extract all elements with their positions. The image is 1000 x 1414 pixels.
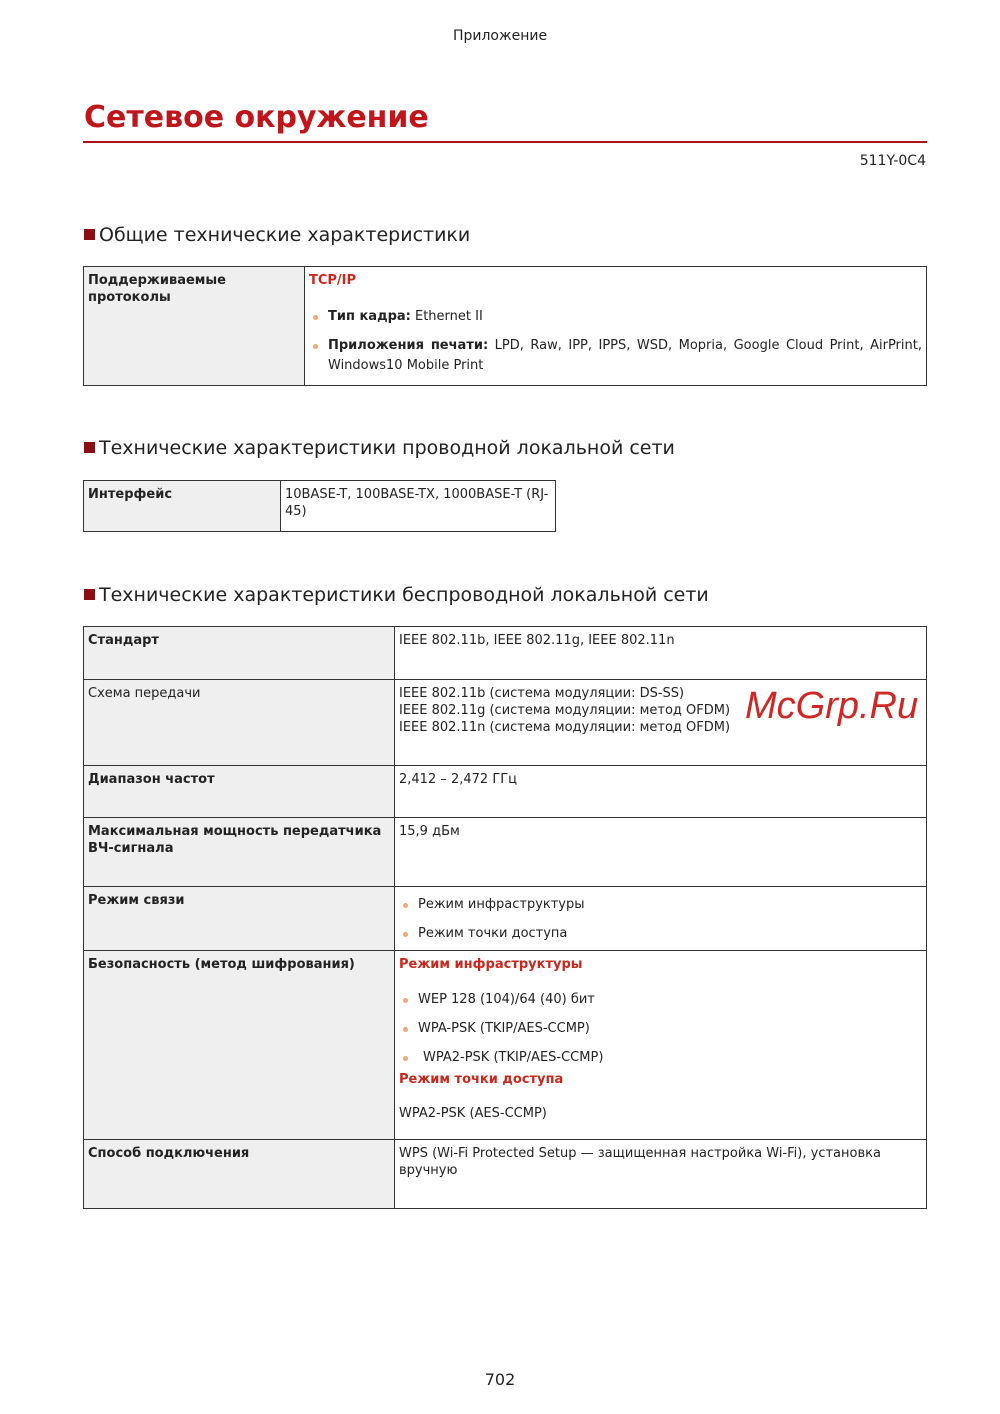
table-row [84,766,927,818]
table-row [84,951,927,1140]
list-item: WPA-PSK (TKIP/AES-CCMP) [399,1019,922,1039]
row-value: IEEE 802.11b, IEEE 802.11g, IEEE 802.11n [395,627,927,680]
table-row [84,1140,927,1209]
row-label: Схема передачи [84,680,395,766]
list-item: Режим инфраструктуры [399,895,922,915]
line: IEEE 802.11n (система модуляции: метод OFDM) [399,720,731,735]
subheading: Режим точки доступа [399,1072,564,1087]
item-key: Тип кадра: [328,309,411,324]
item-value: Ethernet II [410,309,483,324]
row-label: Поддерживаемые протоколы [84,267,305,386]
row-label: Диапазон частот [84,766,395,818]
section-heading-wired [84,437,675,459]
row-label: Безопасность (метод шифрования) [84,951,395,1140]
page-title: Сетевое окружение [84,100,429,135]
doc-id: 511Y-0C4 [859,153,926,169]
row-label: Максимальная мощность передатчика ВЧ-сигнала [84,818,395,887]
value: WPA2-PSK (AES-CCMP) [399,1106,547,1121]
section-heading-wireless [84,584,709,606]
item-value: LPD, Raw, IPP, IPPS, WSD, Mopria, Google Cloud Print, AirPrint, Windows10 Mobile Print [328,338,922,373]
item-key: Приложения печати: [328,338,489,353]
row-value [305,267,927,386]
heading-text: Технические характеристики проводной локальной сети [99,437,675,459]
heading-text: Общие технические характеристики [99,224,471,246]
row-label: Режим связи [84,887,395,951]
table-row [84,887,927,951]
row-value [395,951,927,1140]
subheading: Режим инфраструктуры [399,957,583,972]
row-value: WPS (Wi-Fi Protected Setup — защищенная настройка Wi-Fi), установка вручную [395,1140,927,1209]
heading-text: Технические характеристики беспроводной локальной сети [99,584,709,606]
list-item: WEP 128 (104)/64 (40) бит [399,990,922,1010]
title-rule [83,141,927,143]
general-table [83,266,927,386]
section-heading-general [84,224,470,246]
list-item: WPA2-PSK (TKIP/AES-CCMP) [399,1048,922,1068]
line: IEEE 802.11g (система модуляции: метод OFDM) [399,703,731,718]
row-label: Стандарт [84,627,395,680]
wired-table [83,480,556,532]
square-bullet-icon [84,589,95,600]
row-label: Интерфейс [84,481,281,532]
square-bullet-icon [84,229,95,240]
list-item [309,307,922,327]
row-value: 15,9 дБм [395,818,927,887]
table-row [84,627,927,680]
square-bullet-icon [84,442,95,453]
subheading: TCP/IP [309,273,357,288]
running-header: Приложение [452,28,548,44]
protocol-list [309,307,922,376]
list-item: Режим точки доступа [399,924,922,944]
row-value: 2,412 – 2,472 ГГц [395,766,927,818]
table-row [84,481,556,532]
table-row [84,267,927,386]
list-item [309,336,922,376]
page-number: 702 [484,1370,516,1389]
row-label: Способ подключения [84,1140,395,1209]
row-value [395,887,927,951]
table-row [84,818,927,887]
row-value: 10BASE-T, 100BASE-TX, 1000BASE-T (RJ-45) [281,481,556,532]
line: IEEE 802.11b (система модуляции: DS-SS) [399,686,685,701]
watermark: McGrp.Ru [745,685,919,727]
